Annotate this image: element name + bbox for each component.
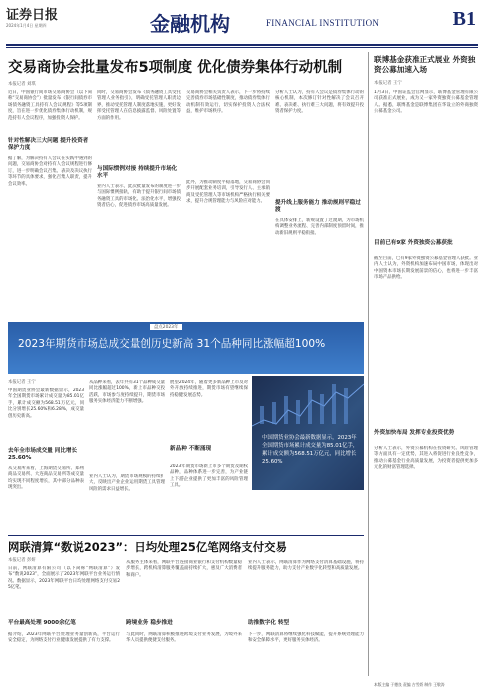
masthead-rule-thin [6, 47, 478, 48]
right-para-3: 分析人士表示，外资公募机构在投资研究、风险管理等方面具有一定优势，其进入将促进行业良性竞争，推动公募基金行业高质量发展，为投资者提供更加多元化的财富管理选择。 [374, 446, 478, 471]
feature-col3-para2: 2023年期货市场新上市多个期货及期权品种，品种体系进一步完善，为产业链上下游企业提供了更加丰富的风险管理工具。 [170, 464, 248, 489]
feature-col1-para: 中国期货业协会最新数据显示，2023年全国期货市场累计成交量为85.01亿手，累计成交额为568.51万亿元，同比分别增长25.60%和6.28%，成交量创历史新高。 [8, 388, 84, 419]
lead-col2-para: 同时，交易商协会发布《债务融资工具受托管理人业务指引》，明确受托管理人职责边界，推动受托管理人制度落地实施，更好发挥受托管理人在信息披露监督、风险处置等方面的作用。 [97, 90, 181, 121]
page-number: B1 [452, 8, 476, 30]
right-headline: 联博基金获准正式展业 外资独资公募加速入场 [374, 55, 476, 74]
third-headline: 网联清算“数说2023”：日均处理25亿笔网络支付交易 [8, 540, 287, 554]
column-divider [368, 52, 369, 676]
lead-subhead-1: 针对性解决三大问题 提升投资者保护力度 [8, 138, 89, 151]
feature-col2-para2: 业内人士认为，期货市场规模的持续扩大，反映出产业企业运用期货工具管理风险的需求日益增长。 [89, 474, 165, 492]
masthead-rule [6, 44, 478, 46]
lead-col1-para2: 据了解，为解决持有人会议在实践中遇到的问题，交易商协会对持有人会议规程进行修订，进一步明确会议召集、表决及决议执行等环节的具体要求，强化召集人职责，提升会议效率。 [8, 156, 92, 187]
third-divider [8, 535, 364, 536]
right-para-1: 1月3日，中国证监会官网显示，联博基金管理有限公司获准正式展业，成为又一家外资独资公募基金管理人。据悉，联博基金是联博集团在华设立的外商独资公募基金公司。 [374, 90, 478, 115]
third-col1-para: 日前，网联清算有限公司（以下简称“网联清算”）发布“数说2023”，全面展示了2023年网联平台业务运行情况。数据显示，2023年网联平台日均处理网络支付交易25亿笔。 [8, 566, 120, 591]
right-subhead-2: 外资加快布局 发挥专业投资优势 [374, 430, 455, 436]
third-subhead-3: 助推数字化 转型 [248, 620, 290, 626]
chart-illustration [252, 376, 364, 490]
feature-col3-para: 展望2024年，随着更多新品种上市及对外开放持续推进，期货市场有望继续保持稳健发展态势。 [170, 380, 248, 398]
right-byline: 本报记者 王宁 [374, 81, 402, 86]
lead-col3-para2: 此外，为推动制度平稳落地，交易商协会同步开展配套业务培训，引导发行人、主承销商及受托管理人等市场机构严格执行相关要求，提升合规管理能力与风险应对能力。 [186, 180, 270, 205]
third-col1-para2: 据介绍，2023年网联平台处理业务量创新高，平台运行安全稳定，为网络支付行业健康发展提供了有力支撑。 [8, 632, 120, 644]
feature-banner [8, 322, 364, 374]
lead-subhead-3: 提升线上服务能力 推动规则平稳过渡 [275, 200, 361, 213]
third-col3-para: 业内人士表示，网联清算作为网络支付清算基础设施，将持续提升服务能力，助力支付产业数字化转型和高质量发展。 [248, 560, 364, 572]
section-title-en: FINANCIAL INSTITUTION [266, 18, 380, 28]
lead-subhead-2: 与国际惯例对接 持续提升市场化水平 [97, 166, 178, 179]
third-byline: 本报记者 彭妍 [8, 558, 36, 563]
third-col3-para2: 下一步，网联清算将继续强化科技赋能，提升系统处理能力和安全保障水平，更好服务实体经济。 [248, 632, 364, 644]
third-col2-para: 从服务主体来看，网联平台连接商业银行和支付机构数量稳步增长，跨机构清算服务覆盖面持续扩大，惠及广大消费者和商户。 [126, 560, 242, 578]
feature-col1-para2: 从交易所来看，上海期货交易所、郑州商品交易所、大连商品交易所等成交量均实现不同程度增长，其中部分品种表现突出。 [8, 466, 84, 491]
page-footer: 本版主编 于德良 责编 吉雪娇 制作 王敬涛 [374, 682, 445, 687]
lead-col1-para: 近日，中国银行间市场交易商协会（以下简称“交易商协会”）批量发布《银行间债券市场债务融资工具持有人会议规程》等5项制度，旨在进一步优化债券集体行动机制，规范持有人会议程序，加强投资人保护。 [8, 90, 92, 121]
section-title: 金融机构 [150, 12, 230, 36]
third-col2-para2: 与此同时，网联清算积极推进跨境支付业务发展，为境外来华人员提供便捷支付服务。 [126, 632, 242, 644]
masthead [6, 4, 478, 44]
photo-caption: 中国期货业协会最新数据显示，2023年全国期货市场累计成交量为85.01亿手，累计成交额为568.51万亿元，同比增长25.60% [262, 435, 359, 465]
feature-byline: 本报记者 王宁 [8, 380, 36, 385]
lead-col2-para2: 业内人士表示，此次批量发布的制度进一步与国际惯例接轨，有助于提升银行间市场债务融资工具的市场化、法治化水平，增强投资者信心，促进债券市场高质量发展。 [97, 184, 181, 209]
third-subhead-1: 平台最高处理 9000余亿笔 [8, 620, 76, 626]
feature-col2-para: 从品种来看，去年共有31个品种成交量同比涨幅超过100%，新上市品种交投活跃，市场参与度持续提升，期货市场服务实体经济能力不断增强。 [89, 380, 165, 405]
lead-col4-para2: 在具体安排上，新规设置了过渡期，为市场机构调整业务流程、完善内部制度预留时间，推动新旧规则平稳衔接。 [275, 218, 364, 236]
third-subhead-2: 跨境业务 稳步推进 [126, 620, 173, 626]
feature-subhead-1: 去年全市场成交量 同比增长25.60% [8, 448, 78, 461]
lead-byline: 本报记者 刘琪 [8, 82, 36, 87]
feature-tag: 盘点2023年 [150, 324, 182, 330]
lead-headline: 交易商协会批量发布5项制度 优化债券集体行动机制 [8, 60, 343, 76]
right-para-2: 截至目前，已有9家外资独资公募基金管理人获批。业内人士认为，外资机构加速布局中国市场，体现出对中国资本市场长期发展前景的信心，也将进一步丰富市场产品供给。 [374, 256, 478, 281]
lead-col3-para: 交易商协会相关负责人表示，下一步将持续完善债券市场基础性制度，推动债券集体行动机制有效运行，切实保护投资人合法权益，维护市场秩序。 [186, 90, 270, 115]
newspaper-logo: 证券日报 [6, 8, 59, 23]
lead-col4-para: 分析人士认为，持有人会议是债券集体行动的核心机制，本次修订针对性解决了会议召开难、表决难、执行难三大问题，将有效提升投资者保护力度。 [275, 90, 364, 115]
feature-headline: 2023年期货市场总成交量创历史新高 31个品种同比涨幅超100% [18, 338, 326, 350]
feature-photo [252, 376, 364, 490]
issue-date: 2024年1月4日 星期四 [6, 23, 47, 28]
right-subhead-1: 目前已有9家 外资独资公募获批 [374, 240, 453, 246]
feature-subhead-2: 新品种 不断涌现 [170, 446, 212, 452]
